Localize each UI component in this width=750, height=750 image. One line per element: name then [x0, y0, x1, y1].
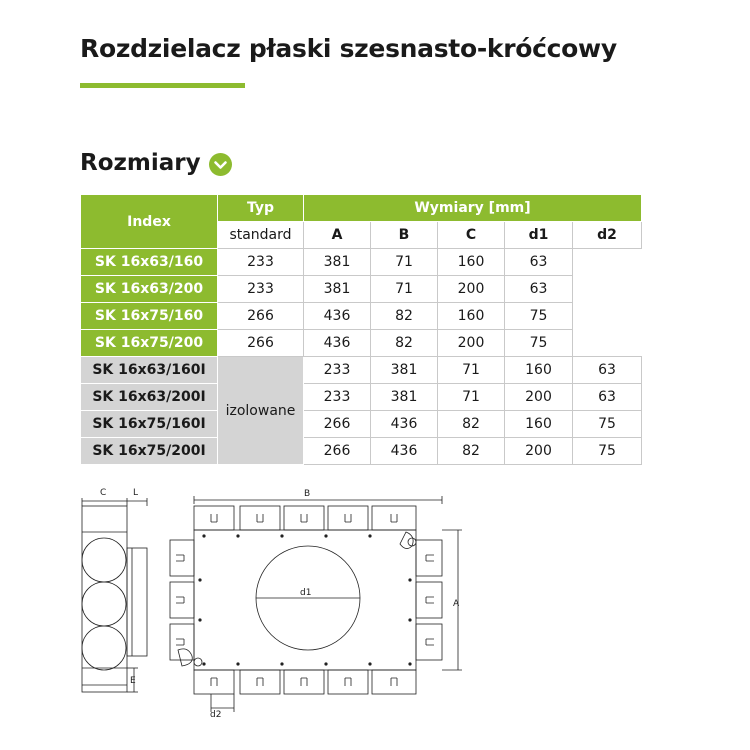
row-index: SK 16x63/160: [81, 249, 218, 276]
value-c: 71: [371, 249, 438, 276]
title-underline: [80, 83, 245, 88]
label-d2: d2: [210, 710, 222, 720]
value-c: 82: [371, 330, 438, 357]
value-d1: 160: [438, 249, 505, 276]
value-a: 233: [304, 357, 371, 384]
value-b: 436: [304, 303, 371, 330]
value-b: 381: [371, 357, 438, 384]
table-row: [81, 384, 642, 411]
value-b: 436: [371, 411, 438, 438]
value-d2: 63: [573, 357, 642, 384]
section-title: Rozmiary: [80, 150, 201, 176]
col-header-a: A: [304, 222, 371, 249]
section-header: [80, 150, 232, 176]
label-e: E: [130, 676, 136, 686]
typ-cell-izolowane: izolowane: [218, 357, 304, 465]
header-index: Index: [81, 195, 218, 249]
value-d2: 75: [573, 438, 642, 465]
col-header-d1: d1: [505, 222, 573, 249]
value-a: 266: [304, 438, 371, 465]
row-index: SK 16x75/160: [81, 303, 218, 330]
row-index: SK 16x75/200: [81, 330, 218, 357]
value-c: 71: [438, 384, 505, 411]
screw-dots: [198, 534, 411, 665]
top-view: [170, 496, 462, 712]
value-a: 266: [218, 303, 304, 330]
row-index: SK 16x63/200: [81, 276, 218, 303]
side-view: [82, 498, 147, 692]
value-d1: 160: [505, 411, 573, 438]
value-a: 266: [304, 411, 371, 438]
table-row: [81, 303, 642, 330]
value-a: 233: [218, 276, 304, 303]
value-c: 71: [371, 276, 438, 303]
value-d1: 200: [438, 330, 505, 357]
row-index: SK 16x63/160I: [81, 357, 218, 384]
label-b: B: [304, 489, 311, 499]
row-index: SK 16x75/200I: [81, 438, 218, 465]
value-d1: 200: [505, 438, 573, 465]
table-row: [81, 357, 642, 384]
value-d2: 63: [505, 249, 573, 276]
value-d1: 200: [438, 276, 505, 303]
row-index: SK 16x63/200I: [81, 384, 218, 411]
col-header-b: B: [371, 222, 438, 249]
value-b: 381: [371, 384, 438, 411]
col-header-d2: d2: [573, 222, 642, 249]
value-b: 436: [304, 330, 371, 357]
label-c: C: [100, 488, 107, 498]
value-d1: 160: [438, 303, 505, 330]
header-typ: Typ: [218, 195, 304, 222]
value-d1: 200: [505, 384, 573, 411]
row-index: SK 16x75/160I: [81, 411, 218, 438]
table-row: [81, 330, 642, 357]
chevron-down-icon: [209, 153, 232, 176]
value-a: 266: [218, 330, 304, 357]
label-a: A: [453, 599, 460, 609]
value-a: 233: [304, 384, 371, 411]
table-row: [81, 249, 642, 276]
label-d1: d1: [300, 588, 312, 598]
value-b: 381: [304, 249, 371, 276]
value-d1: 160: [505, 357, 573, 384]
technical-drawing: [70, 484, 470, 720]
table-row: [81, 411, 642, 438]
label-l: L: [133, 488, 139, 498]
value-d2: 75: [505, 303, 573, 330]
dimensions-table: [80, 194, 642, 465]
typ-cell-standard: standard: [218, 222, 304, 249]
table-row: [81, 276, 642, 303]
value-c: 82: [438, 438, 505, 465]
page-title: Rozdzielacz płaski szesnasto-króćcowy: [80, 34, 617, 63]
value-b: 381: [304, 276, 371, 303]
value-c: 82: [371, 303, 438, 330]
value-d2: 63: [573, 384, 642, 411]
col-header-c: C: [438, 222, 505, 249]
table-row: [81, 438, 642, 465]
value-c: 82: [438, 411, 505, 438]
value-d2: 75: [573, 411, 642, 438]
header-wymiary: Wymiary [mm]: [304, 195, 642, 222]
value-b: 436: [371, 438, 438, 465]
value-c: 71: [438, 357, 505, 384]
value-d2: 63: [505, 276, 573, 303]
value-d2: 75: [505, 330, 573, 357]
value-a: 233: [218, 249, 304, 276]
